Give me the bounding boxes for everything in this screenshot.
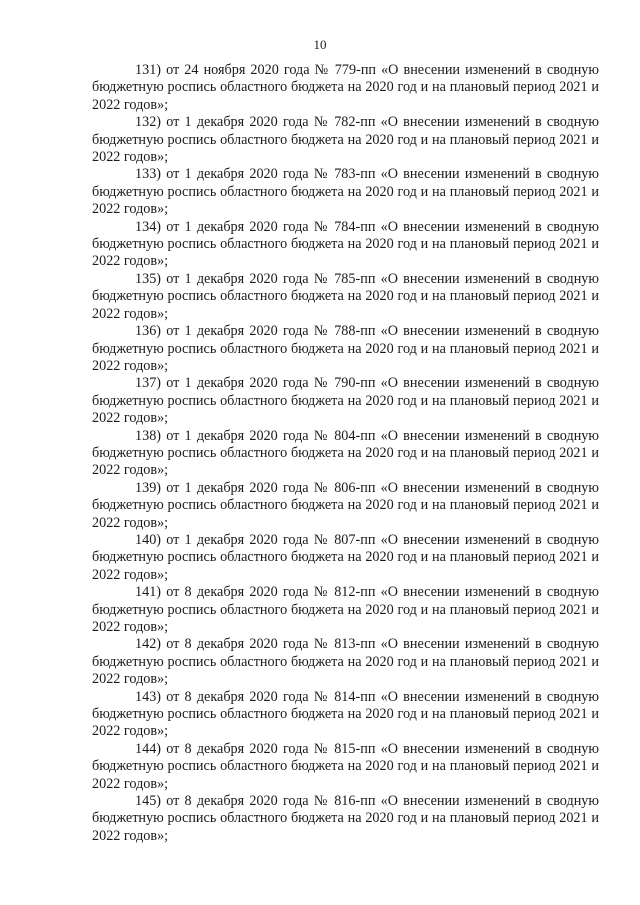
page-number: 10 xyxy=(313,37,327,52)
list-item: 139) от 1 декабря 2020 года № 806-пп «О внесении изменений в сводную бюджетную роспись областного бюджета на 2020 год и на плановый период 2021 и 2022 годов»; xyxy=(92,479,599,531)
list-item: 131) от 24 ноября 2020 года № 779-пп «О внесении изменений в сводную бюджетную роспись областного бюджета на 2020 год и на плановый период 2021 и 2022 годов»; xyxy=(92,62,599,113)
list-item: 143) от 8 декабря 2020 года № 814-пп «О внесении изменений в сводную бюджетную роспись областного бюджета на 2020 год и на плановый период 2021 и 2022 годов»; xyxy=(92,688,599,740)
list-item: 133) от 1 декабря 2020 года № 783-пп «О внесении изменений в сводную бюджетную роспись областного бюджета на 2020 год и на плановый период 2021 и 2022 годов»; xyxy=(92,166,599,218)
document-body xyxy=(92,62,599,845)
list-item: 144) от 8 декабря 2020 года № 815-пп «О внесении изменений в сводную бюджетную роспись областного бюджета на 2020 год и на плановый период 2021 и 2022 годов»; xyxy=(92,740,599,792)
list-item: 132) от 1 декабря 2020 года № 782-пп «О внесении изменений в сводную бюджетную роспись областного бюджета на 2020 год и на плановый период 2021 и 2022 годов»; xyxy=(92,114,599,166)
list-item: 140) от 1 декабря 2020 года № 807-пп «О внесении изменений в сводную бюджетную роспись областного бюджета на 2020 год и на плановый период 2021 и 2022 годов»; xyxy=(92,531,599,583)
list-item: 145) от 8 декабря 2020 года № 816-пп «О внесении изменений в сводную бюджетную роспись областного бюджета на 2020 год и на плановый период 2021 и 2022 годов»; xyxy=(92,793,599,844)
list-item: 141) от 8 декабря 2020 года № 812-пп «О внесении изменений в сводную бюджетную роспись областного бюджета на 2020 год и на плановый период 2021 и 2022 годов»; xyxy=(92,584,599,635)
list-item: 135) от 1 декабря 2020 года № 785-пп «О внесении изменений в сводную бюджетную роспись областного бюджета на 2020 год и на плановый период 2021 и 2022 годов»; xyxy=(92,270,599,322)
list-item: 134) от 1 декабря 2020 года № 784-пп «О внесении изменений в сводную бюджетную роспись областного бюджета на 2020 год и на плановый период 2021 и 2022 годов»; xyxy=(92,218,599,270)
list-item: 138) от 1 декабря 2020 года № 804-пп «О внесении изменений в сводную бюджетную роспись областного бюджета на 2020 год и на плановый период 2021 и 2022 годов»; xyxy=(92,427,599,479)
list-item: 142) от 8 декабря 2020 года № 813-пп «О внесении изменений в сводную бюджетную роспись областного бюджета на 2020 год и на плановый период 2021 и 2022 годов»; xyxy=(92,636,599,688)
list-item: 137) от 1 декабря 2020 года № 790-пп «О внесении изменений в сводную бюджетную роспись областного бюджета на 2020 год и на плановый период 2021 и 2022 годов»; xyxy=(92,375,599,427)
list-item: 136) от 1 декабря 2020 года № 788-пп «О внесении изменений в сводную бюджетную роспись областного бюджета на 2020 год и на плановый период 2021 и 2022 годов»; xyxy=(92,323,599,374)
